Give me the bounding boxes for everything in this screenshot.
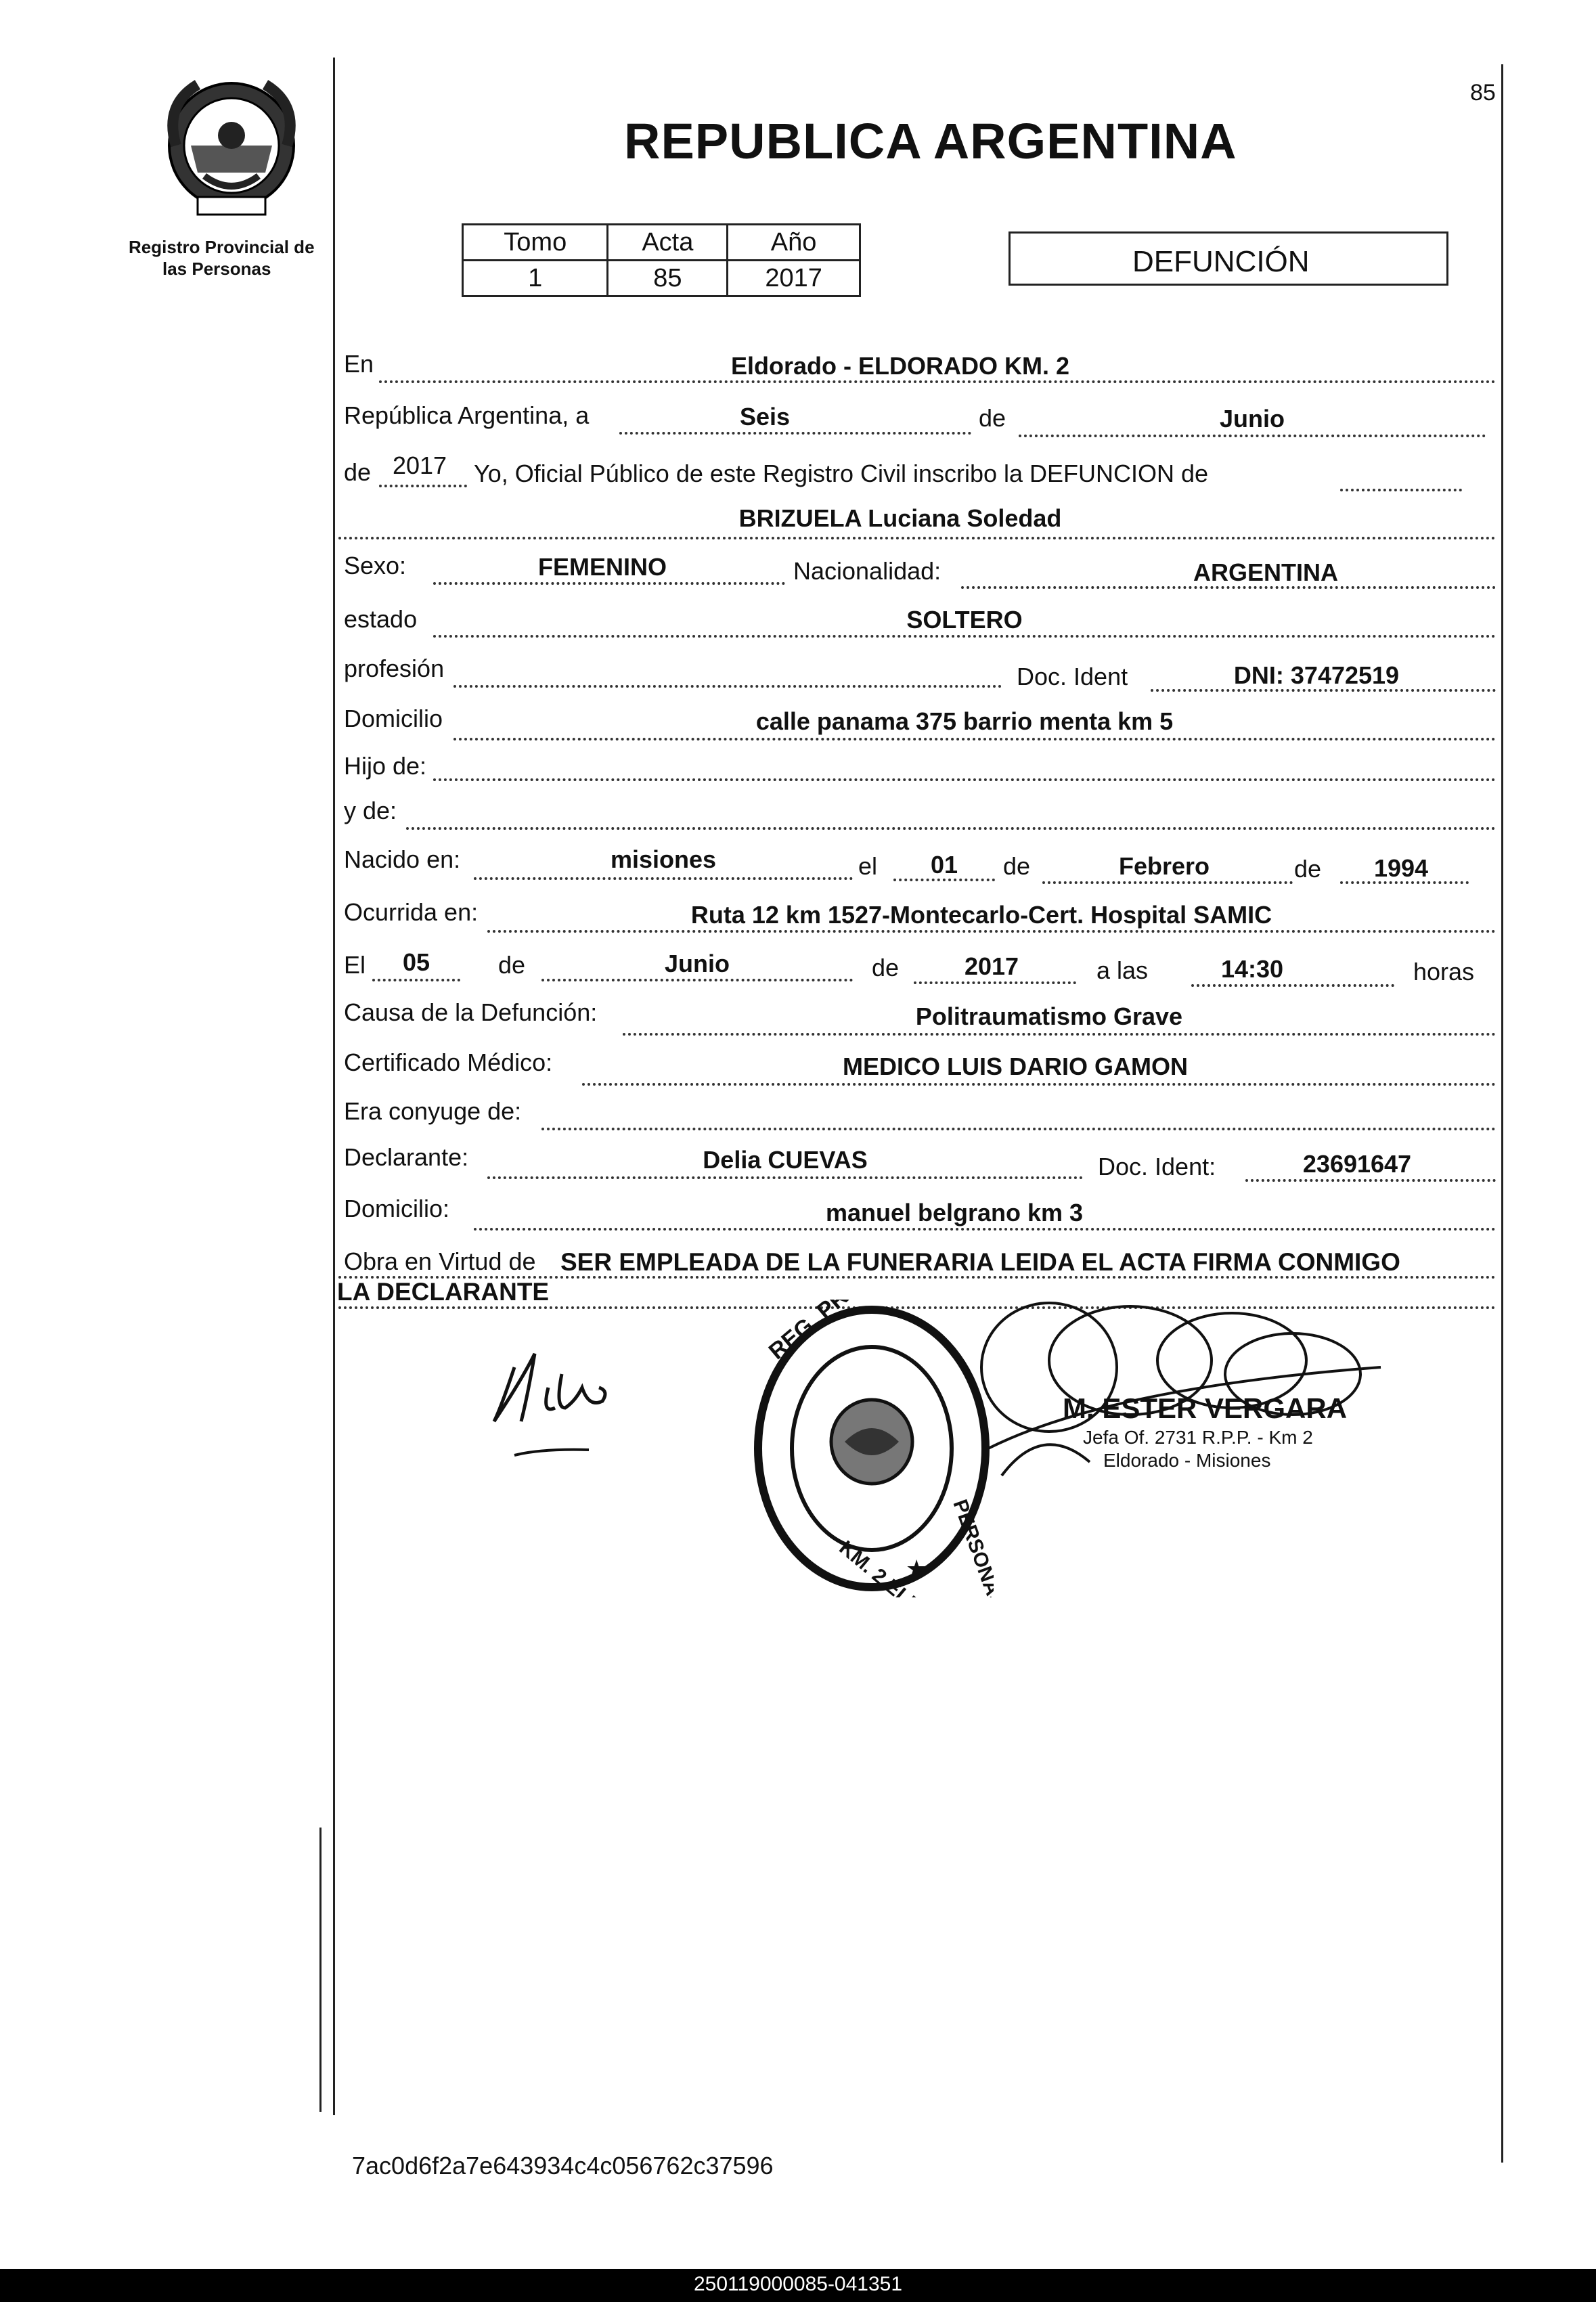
label-certificado: Certificado Médico: bbox=[344, 1048, 553, 1076]
value-nac-dia: 01 bbox=[930, 851, 958, 879]
document-type-box bbox=[1008, 231, 1448, 286]
label-ocurrida-en: Ocurrida en: bbox=[344, 898, 479, 926]
value-dia: Seis bbox=[739, 403, 791, 430]
register-col-acta: Acta bbox=[608, 225, 728, 261]
line-nacido-en bbox=[474, 877, 853, 880]
label-hijo-de: Hijo de: bbox=[344, 752, 427, 780]
value-ocurrida-en: Ruta 12 km 1527-Montecarlo-Cert. Hospital SAMIC bbox=[690, 901, 1272, 929]
svg-text:PERSONAS: PERSONAS bbox=[948, 1497, 994, 1597]
line-nacionalidad bbox=[961, 586, 1496, 589]
label-profesion: profesión bbox=[344, 655, 445, 682]
value-dni: DNI: 37472519 bbox=[1233, 661, 1400, 689]
value-mes: Junio bbox=[1220, 405, 1285, 433]
label-estado: estado bbox=[344, 605, 418, 633]
value-lugar: Eldorado - ELDORADO KM. 2 bbox=[730, 352, 1069, 380]
label-conyuge: Era conyuge de: bbox=[344, 1097, 522, 1125]
line-declarante-doc bbox=[1245, 1179, 1496, 1182]
value-estado: SOLTERO bbox=[906, 606, 1023, 634]
line-yo-end bbox=[1340, 489, 1462, 491]
province-seal bbox=[150, 64, 313, 227]
footer-code: 250119000085-041351 bbox=[693, 2273, 903, 2295]
right-margin-rule bbox=[1501, 64, 1503, 2163]
page-number: 85 bbox=[1470, 80, 1496, 106]
register-tomo: 1 bbox=[463, 261, 608, 296]
label-nacionalidad: Nacionalidad: bbox=[793, 557, 941, 585]
register-value-row bbox=[463, 261, 860, 296]
label-de-b: de bbox=[1294, 855, 1322, 883]
register-header-row bbox=[463, 225, 860, 261]
footer-bar bbox=[0, 2269, 1596, 2302]
register-col-tomo: Tomo bbox=[463, 225, 608, 261]
line-mes bbox=[1019, 435, 1486, 437]
line-dia bbox=[619, 432, 971, 435]
line-def-dia bbox=[372, 979, 460, 981]
label-doc-ident: Doc. Ident bbox=[1017, 663, 1128, 690]
line-anio bbox=[379, 485, 467, 487]
line-causa bbox=[623, 1033, 1496, 1036]
page-title: REPUBLICA ARGENTINA bbox=[624, 113, 1237, 169]
label-y-de: y de: bbox=[344, 797, 397, 824]
line-declarante bbox=[487, 1176, 1083, 1179]
value-causa: Politraumatismo Grave bbox=[915, 1002, 1183, 1030]
value-def-dia: 05 bbox=[402, 948, 430, 976]
label-nacido-en: Nacido en: bbox=[344, 845, 461, 873]
value-def-mes: Junio bbox=[665, 950, 730, 977]
register-table bbox=[462, 223, 861, 297]
line-nac-anio bbox=[1340, 881, 1469, 884]
registry-line-2: las Personas bbox=[162, 259, 271, 279]
line-ocurrida-en bbox=[487, 930, 1496, 933]
label-sexo: Sexo: bbox=[344, 552, 407, 579]
stamp-star: ★ bbox=[906, 1555, 928, 1582]
value-def-hora: 14:30 bbox=[1220, 955, 1284, 983]
value-nac-anio: 1994 bbox=[1373, 854, 1429, 882]
official-round-stamp bbox=[750, 1300, 994, 1597]
label-el-2: El bbox=[344, 951, 366, 979]
line-def-mes bbox=[541, 979, 853, 981]
line-estado bbox=[433, 635, 1496, 638]
left-margin-rule-2 bbox=[319, 1828, 322, 2112]
line-obra-1 bbox=[338, 1276, 1496, 1279]
value-declarante-doc: 23691647 bbox=[1302, 1150, 1412, 1178]
label-yo: Yo, Oficial Público de este Registro Civil inscribo la DEFUNCION de bbox=[474, 460, 1209, 487]
label-horas: horas bbox=[1413, 958, 1475, 986]
value-obra-line-2: LA DECLARANTE bbox=[337, 1278, 550, 1306]
label-causa: Causa de la Defunción: bbox=[344, 998, 598, 1026]
label-domicilio: Domicilio bbox=[344, 705, 443, 732]
value-anio: 2017 bbox=[392, 451, 447, 479]
value-nacionalidad: ARGENTINA bbox=[1193, 558, 1338, 586]
line-y-de bbox=[406, 827, 1496, 830]
declarant-signature bbox=[474, 1327, 650, 1503]
label-obra: Obra en Virtud de bbox=[344, 1247, 536, 1275]
line-nac-mes bbox=[1042, 881, 1293, 884]
register-anio: 2017 bbox=[728, 261, 860, 296]
label-declarante: Declarante: bbox=[344, 1143, 469, 1171]
document-type: DEFUNCIÓN bbox=[1132, 245, 1310, 278]
line-domicilio bbox=[453, 738, 1496, 740]
official-location: Eldorado - Misiones bbox=[1103, 1450, 1271, 1471]
value-obra-line-1: SER EMPLEADA DE LA FUNERARIA LEIDA EL ACTA FIRMA CONMIGO bbox=[560, 1248, 1400, 1276]
line-nombre bbox=[338, 537, 1496, 539]
value-domicilio: calle panama 375 barrio menta km 5 bbox=[755, 707, 1174, 735]
value-nacido-en: misiones bbox=[610, 845, 717, 873]
value-nombre: BRIZUELA Luciana Soledad bbox=[738, 504, 1062, 532]
register-col-anio: Año bbox=[728, 225, 860, 261]
value-nac-mes: Febrero bbox=[1118, 852, 1210, 880]
label-de-c: de bbox=[498, 951, 526, 979]
registry-line-1: Registro Provincial de bbox=[129, 237, 315, 257]
label-doc-ident-2: Doc. Ident: bbox=[1098, 1153, 1216, 1180]
line-sexo bbox=[433, 582, 785, 585]
left-margin-rule bbox=[333, 58, 335, 2115]
line-declarante-domicilio bbox=[474, 1228, 1496, 1231]
line-conyuge bbox=[541, 1128, 1496, 1130]
line-def-hora bbox=[1191, 984, 1394, 987]
value-sexo: FEMENINO bbox=[537, 553, 667, 581]
line-nac-dia bbox=[893, 879, 995, 881]
value-declarante-domicilio: manuel belgrano km 3 bbox=[825, 1199, 1084, 1226]
label-a-las: a las bbox=[1096, 956, 1149, 984]
value-declarante: Delia CUEVAS bbox=[703, 1146, 868, 1174]
official-stamp-text: REGISTRO PROVINCIAL DE LAS PERSONAS DELEGACION KM. 2 ELDORADO bbox=[750, 1607, 1199, 1620]
line-profesion bbox=[453, 685, 1002, 688]
line-def-anio bbox=[914, 981, 1076, 984]
province-seal-icon bbox=[150, 64, 313, 227]
official-title: Jefa Of. 2731 R.P.P. - Km 2 bbox=[1083, 1427, 1313, 1448]
label-domicilio-2: Domicilio: bbox=[344, 1195, 450, 1222]
register-acta: 85 bbox=[608, 261, 728, 296]
official-name: M. ESTER VERGARA bbox=[1063, 1392, 1348, 1424]
svg-text:REG. PROV.: REG. PROV. bbox=[763, 1300, 882, 1365]
label-republica: República Argentina, a bbox=[344, 401, 590, 429]
label-en: En bbox=[344, 350, 374, 378]
label-de-1: de bbox=[979, 404, 1006, 432]
label-de-2: de bbox=[344, 458, 372, 486]
declarant-signature-icon bbox=[474, 1327, 650, 1503]
official-round-stamp-icon bbox=[750, 1300, 994, 1597]
line-lugar bbox=[379, 380, 1496, 383]
label-de-a: de bbox=[1003, 852, 1031, 880]
value-certificado: MEDICO LUIS DARIO GAMON bbox=[843, 1053, 1188, 1080]
label-de-d: de bbox=[872, 954, 900, 981]
value-def-anio: 2017 bbox=[964, 952, 1019, 980]
line-certificado bbox=[582, 1083, 1496, 1086]
line-hijo-de bbox=[433, 778, 1496, 781]
line-dni bbox=[1151, 689, 1496, 692]
document-hash: 7ac0d6f2a7e643934c4c056762c37596 bbox=[352, 2152, 774, 2179]
label-el: el bbox=[858, 852, 878, 880]
